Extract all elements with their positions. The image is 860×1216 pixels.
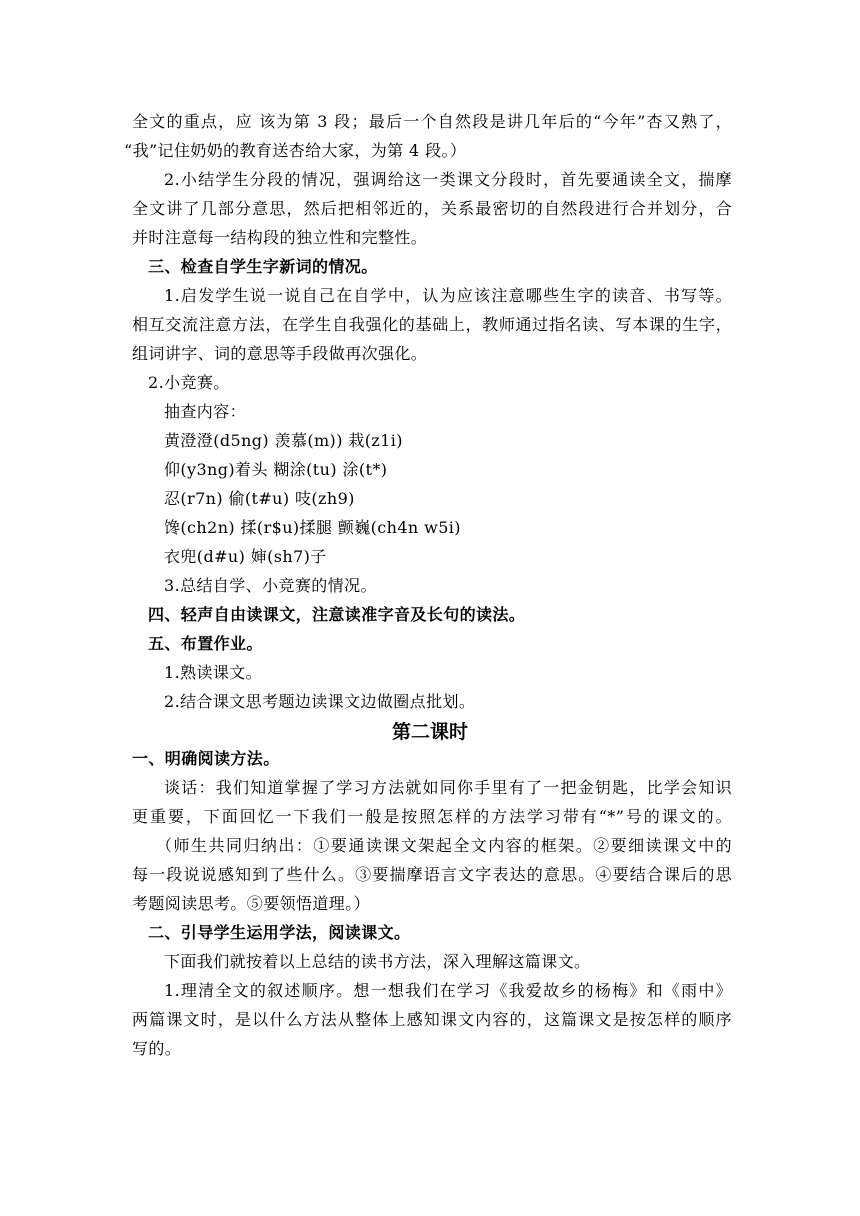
paragraph-line: 全文的重点，应 该为第 3 段；最后一个自然段是讲几年后的“今年”杏又熟了， xyxy=(132,112,732,131)
paragraph-line: 3.总结自学、小竞赛的情况。 xyxy=(164,576,377,595)
pinyin-list-item: 忍(r7n) 偷(t#u) 吱(zh9) xyxy=(164,489,355,508)
paragraph-line: 相互交流注意方法，在学生自我强化的基础上，教师通过指名读、写本课的生字， xyxy=(132,315,732,334)
paragraph-line: 下面我们就按着以上总结的读书方法，深入理解这篇课文。 xyxy=(164,952,591,971)
lesson-title: 第二课时 xyxy=(391,721,468,743)
paragraph-line: “我”记住奶奶的教育送杏给大家，为第 4 段。） xyxy=(124,141,467,160)
section-heading: 三、检查自学生字新词的情况。 xyxy=(148,257,378,276)
paragraph-line: 每一段说说感知到了些什么。③要揣摩语言文字表达的意思。④要结合课后的思 xyxy=(132,865,732,884)
paragraph-line: 2.小结学生分段的情况，强调给这一类课文分段时，首先要通读全文，揣摩 xyxy=(164,170,732,189)
paragraph-line: 1.理清全文的叙述顺序。想一想我们在学习《我爱故乡的杨梅》和《雨中》 xyxy=(164,981,732,1000)
section-heading: 二、引导学生运用学法，阅读课文。 xyxy=(148,923,411,942)
paragraph-line: 更重要，下面回忆一下我们一般是按照怎样的方法学习带有“*”号的课文的。 xyxy=(132,807,732,826)
paragraph-line: 谈话：我们知道掌握了学习方法就如同你手里有了一把金钥匙，比学会知识 xyxy=(164,778,732,797)
section-heading: 五、布置作业。 xyxy=(148,634,263,653)
paragraph-line: 2.小竞赛。 xyxy=(148,373,230,392)
paragraph-line: 并时注意每一结构段的独立性和完整性。 xyxy=(132,228,428,247)
pinyin-list-item: 衣兜(d#u) 婶(sh7)子 xyxy=(164,547,327,566)
paragraph-line: 2.结合课文思考题边读课文边做圈点批划。 xyxy=(164,692,476,711)
pinyin-list-item: 仰(y3ng)着头 糊涂(tu) 涂(t*) xyxy=(164,460,388,479)
section-heading: 四、轻声自由读课文，注意读准字音及长句的读法。 xyxy=(148,605,526,624)
section-heading: 一、明确阅读方法。 xyxy=(132,749,280,768)
paragraph-line: （师生共同归纳出：①要通读课文架起全文内容的框架。②要细读课文中的 xyxy=(156,836,732,855)
paragraph-line: 抽查内容： xyxy=(164,402,247,421)
paragraph-line: 1.启发学生说一说自己在自学中，认为应该注意哪些生字的读音、书写等。 xyxy=(164,286,732,305)
pinyin-list-item: 黄澄澄(d5ng) 羡慕(m)) 栽(z1i) xyxy=(164,431,403,450)
paragraph-line: 两篇课文时，是以什么方法从整体上感知课文内容的，这篇课文是按怎样的顺序 xyxy=(132,1010,732,1029)
paragraph-line: 考题阅读思考。⑤要领悟道理。） xyxy=(132,894,371,913)
pinyin-list-item: 馋(ch2n) 揉(r$u)揉腿 颤巍(ch4n w5i) xyxy=(164,518,461,537)
paragraph-line: 写的。 xyxy=(132,1039,182,1058)
paragraph-line: 全文讲了几部分意思，然后把相邻近的，关系最密切的自然段进行合并划分，合 xyxy=(132,199,732,218)
paragraph-line: 组词讲字、词的意思等手段做再次强化。 xyxy=(132,344,428,363)
paragraph-line: 1.熟读课文。 xyxy=(164,663,263,682)
